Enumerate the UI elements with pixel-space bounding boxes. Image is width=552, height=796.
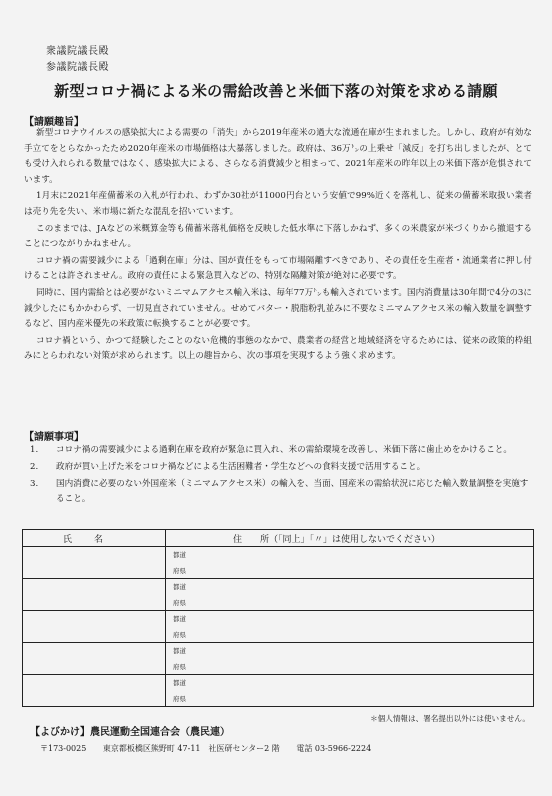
postal-code: 〒173-0025 bbox=[40, 744, 87, 753]
request-text: 政府が買い上げた米をコロナ禍などによる生活困難者・学生などへの食料支援で活用すること。 bbox=[56, 462, 426, 472]
phone-number: 電話 03-5966-2224 bbox=[296, 744, 372, 753]
petition-title: 新型コロナ禍による米の需給改善と米価下落の対策を求める請願 bbox=[54, 82, 498, 100]
prefecture-label bbox=[173, 678, 203, 704]
prefecture-label bbox=[173, 582, 203, 608]
request-item bbox=[30, 477, 530, 507]
prefecture-label-line1: 都道 bbox=[173, 583, 186, 591]
prefecture-label-line1: 都道 bbox=[173, 679, 186, 687]
signature-row[interactable] bbox=[23, 547, 533, 579]
signature-row[interactable] bbox=[23, 579, 533, 611]
purpose-paragraph: コロナ禍という、かつて経験したことのない危機的事態のなかで、農業者の経営と地域経済を守るためには、従来の政策的枠組みにとらわれない対策が求められます。以上の趣旨から、次の事項を実現するよう強く求めます。 bbox=[24, 335, 532, 362]
purpose-paragraph: このままでは、JAなどの米概算金等も備蓄米落札価格を反映した低水準に下落しかねず、多くの米農家が米づくりから撤退することにつながりかねません。 bbox=[24, 223, 532, 250]
signature-row[interactable] bbox=[23, 643, 533, 675]
request-number: 2. bbox=[30, 462, 39, 472]
addressee-house-of-representatives: 衆議院議長殿 bbox=[46, 46, 109, 57]
request-item bbox=[30, 460, 530, 475]
purpose-paragraph: コロナ禍の需要減少による「過剰在庫」分は、国が責任をもって市場隔離すべきであり、その責任を生産者・流通業者に押し付けることは許されません。政府の責任による緊急買入などの、特別な隔離対策が絶対に必要です。 bbox=[24, 255, 532, 282]
purpose-body bbox=[24, 126, 532, 366]
signature-row[interactable] bbox=[23, 611, 533, 643]
purpose-paragraph: 同時に、国内需給とは必要がないミニマムアクセス輸入米は、毎年77万㌧も輸入されています。国内消費量は30年間で4分の3に減少したにもかかわらず、一切見直されていません。せめてバター・脱脂粉乳並みに不要なミニマムアクセス米の輸入数量を調整するなど、国内産米優先の米政策に転換することが必要です。 bbox=[24, 287, 532, 330]
contact-info bbox=[40, 743, 385, 754]
prefecture-label bbox=[173, 550, 203, 576]
prefecture-label-line2: 府県 bbox=[173, 631, 186, 639]
request-text: コロナ禍の需要減少による過剰在庫を政府が緊急に買入れ、米の需給環境を改善し、米価下落に歯止めをかけること。 bbox=[56, 445, 512, 455]
prefecture-label-line1: 都道 bbox=[173, 647, 186, 655]
prefecture-label-line2: 府県 bbox=[173, 695, 186, 703]
prefecture-label bbox=[173, 614, 203, 640]
purpose-paragraph: 1月末に2021年産備蓄米の入札が行われ、わずか30社が11000円台という安値で99%近くを落札し、従来の備蓄米取扱い業者は売り先を失い、米市場に新たな混乱を招いています。 bbox=[24, 191, 532, 217]
requests-heading: 【請願事項】 bbox=[24, 432, 84, 443]
requests-list bbox=[30, 443, 530, 509]
purpose-paragraph: 新型コロナウイルスの感染拡大による需要の「消失」から2019年産米の過大な流通在庫が生まれました。しかし、政府が有効な手立てをとらなかったため2020年産米の市場価格は大暴落しました。政府は、36万㌧の上乗せ「減反」を打ち出しましたが、とても受け入れられる数量ではなく、感染拡大による、さらなる消費減少と相まって、2021年産米の昨年以上の米価下落が危惧されています。 bbox=[24, 128, 532, 185]
request-item bbox=[30, 443, 530, 458]
prefecture-label-line1: 都道 bbox=[173, 551, 186, 559]
addressee-house-of-councillors: 参議院議長殿 bbox=[46, 62, 109, 73]
signature-table bbox=[22, 529, 534, 707]
prefecture-label-line1: 都道 bbox=[173, 615, 186, 623]
request-number: 3. bbox=[30, 479, 39, 489]
request-number: 1. bbox=[30, 445, 39, 455]
prefecture-label bbox=[173, 646, 203, 672]
signature-table-header bbox=[23, 530, 533, 547]
signature-row[interactable] bbox=[23, 675, 533, 706]
prefecture-label-line2: 府県 bbox=[173, 599, 186, 607]
request-text: 国内消費に必要のない外国産米（ミニマムアクセス米）の輸入を、当面、国産米の需給状況に応じた輸入数量調整を実施すること。 bbox=[56, 479, 529, 504]
prefecture-label-line2: 府県 bbox=[173, 663, 186, 671]
contact-address: 東京都板橋区熊野町 47-11 社医研センター2 階 bbox=[102, 744, 280, 753]
prefecture-label-line2: 府県 bbox=[173, 567, 186, 575]
privacy-note: ＊個人情報は、署名提出以外には使いません。 bbox=[370, 714, 530, 723]
organizer: 【よびかけ】農民運動全国連合会（農民連） bbox=[30, 727, 230, 738]
purpose-heading: 【請願趣旨】 bbox=[24, 117, 84, 128]
name-column-header: 氏名 bbox=[63, 535, 126, 545]
address-column-header: 住 所（「同上」「〃」は使用しないでください） bbox=[233, 535, 441, 545]
